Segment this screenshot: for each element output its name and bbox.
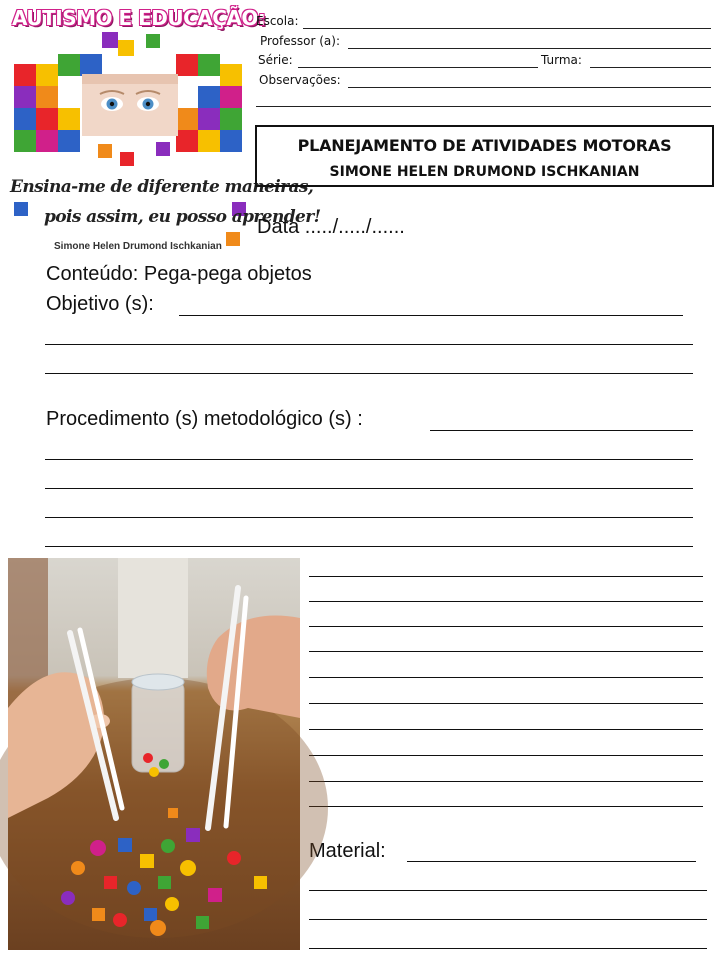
objetivo-line[interactable]	[179, 315, 683, 316]
logo-slogan-line2: pois assim, eu posso aprender!	[44, 207, 321, 227]
objetivo-line[interactable]	[45, 344, 693, 345]
procedimento-line[interactable]	[309, 626, 703, 627]
procedimento-line[interactable]	[45, 546, 693, 547]
logo-slogan-line1: Ensina-me de diferente maneiras,	[10, 177, 314, 197]
material-line[interactable]	[309, 948, 707, 949]
objetivo-line[interactable]	[45, 373, 693, 374]
turma-label: Turma:	[541, 53, 582, 67]
date-field[interactable]: Data ...../...../......	[257, 216, 405, 238]
procedimento-line[interactable]	[309, 755, 703, 756]
observacoes-field[interactable]	[348, 87, 711, 88]
turma-field[interactable]	[590, 67, 711, 68]
material-line[interactable]	[407, 861, 696, 862]
serie-label: Série:	[258, 53, 293, 67]
procedimento-line[interactable]	[309, 806, 703, 807]
procedimento-line[interactable]	[309, 601, 703, 602]
escola-label: Escola:	[256, 14, 299, 28]
procedimento-line[interactable]	[309, 576, 703, 577]
procedimento-line[interactable]	[309, 729, 703, 730]
material-line[interactable]	[309, 890, 707, 891]
page-title: PLANEJAMENTO DE ATIVIDADES MOTORAS	[297, 136, 672, 155]
procedimento-line[interactable]	[309, 781, 703, 782]
professor-field[interactable]	[348, 48, 711, 49]
title-box	[255, 125, 714, 187]
logo-author: Simone Helen Drumond Ischkanian	[54, 241, 222, 252]
escola-field[interactable]	[303, 28, 711, 29]
procedimento-line[interactable]	[309, 677, 703, 678]
serie-field[interactable]	[298, 67, 538, 68]
logo-title: AUTISMO E EDUCAÇÃO:	[12, 6, 266, 30]
procedimento-line[interactable]	[45, 517, 693, 518]
professor-label: Professor (a):	[260, 34, 340, 48]
procedimento-label: Procedimento (s) metodológico (s) :	[46, 408, 363, 430]
objetivo-label: Objetivo (s):	[46, 293, 154, 315]
procedimento-line[interactable]	[309, 703, 703, 704]
chopsticks-beads-illustration	[8, 558, 300, 950]
procedimento-line[interactable]	[430, 430, 693, 431]
procedimento-line[interactable]	[45, 459, 693, 460]
activity-photo	[8, 558, 300, 950]
procedimento-line[interactable]	[45, 488, 693, 489]
observacoes-label: Observações:	[259, 73, 341, 87]
conteudo-text: Conteúdo: Pega-pega objetos	[46, 263, 312, 285]
title-author: SIMONE HELEN DRUMOND ISCHKANIAN	[329, 164, 640, 180]
observacoes-field-extra[interactable]	[256, 106, 711, 107]
material-line[interactable]	[309, 919, 707, 920]
procedimento-line[interactable]	[309, 651, 703, 652]
material-label: Material:	[309, 840, 386, 862]
